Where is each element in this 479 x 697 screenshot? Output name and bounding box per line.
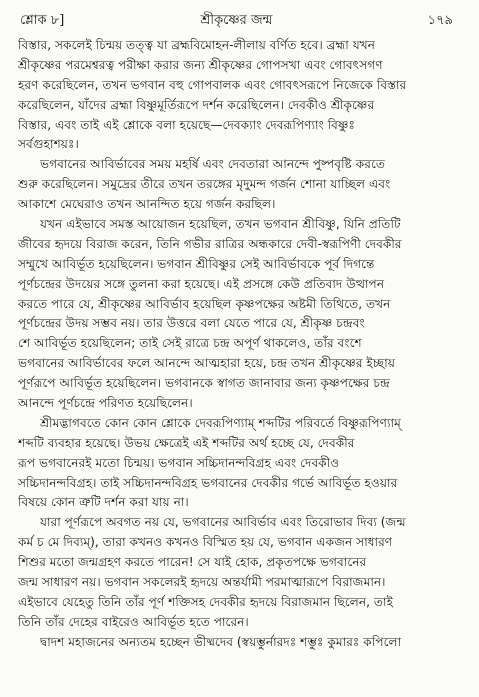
text-line: এইভাবে যেহেতু তিনি তাঁর পূর্ণ শক্তিসহ দেবকীর হৃদয়ে বিরাজমান ছিলেন, তাই	[18, 594, 393, 609]
page-number: ১৭৯	[427, 13, 453, 28]
text-line: রূপ ভগবানেরই মতো চিন্ময়। ভগবান সচ্চিদানন্দবিগ্রহ এবং দেবকীও	[18, 455, 340, 470]
text-line: তিনি তাঁর দেহের বাইরেও আবির্ভূত হতে পারেন।	[18, 614, 249, 629]
text-line: সচ্চিদানন্দবিগ্রহ। তাই সচ্চিদানন্দবিগ্রহ ভগবানের দেবকীর গর্ভে আবির্ভূত হওয়ার	[18, 475, 398, 490]
text-line: শব্দটি ব্যবহার হয়েছে। উভয় ক্ষেত্রেই এই শব্দটির অর্থ হচ্ছে যে, দেবকীর	[18, 435, 355, 450]
text-line: আনন্দে পূর্ণচন্দ্রে পরিণত হয়েছিলেন।	[18, 396, 193, 411]
paragraph-start-line: দ্বাদশ মহাজনের অন্যতম হচ্ছেন ভীষ্মদেব (স্বয়ম্ভুর্নারদঃ শম্ভুঃ কুমারঃ কপিলো	[40, 634, 402, 649]
text-line: করেছিলেন, যাঁদের ব্রহ্মা বিষ্ণুমূর্তিরূপে দর্শন করেছিলেন। দেবকীও শ্রীকৃষ্ণের	[18, 97, 375, 112]
paragraph-start-line: যারা পূর্ণরূপে অবগত নয় যে, ভগবানের আবির্ভাব এবং তিরোভাব দিব্য (জন্ম	[40, 515, 406, 530]
text-line: শে আবির্ভূত হয়েছিলেন; তাই সেই রাত্রে চন্দ্র অপূর্ণ থাকলেও, তাঁর বংশে	[18, 336, 362, 351]
text-line: শুরু করেছিলেন। সমুদ্রের তীরে তখন তরঙ্গের মৃদুমন্দ গর্জন শোনা যাচ্ছিল এবং	[18, 177, 391, 192]
text-line: পূর্ণচন্দ্রের উদয়ের সঙ্গে তুলনা করা হয়েছে। এই প্রসঙ্গে কেউ প্রতিবাদ উত্থাপন	[18, 276, 385, 291]
text-line: পূর্ণচন্দ্রের উদয় সম্ভব নয়। তার উত্তরে বলা যেতে পারে যে, শ্রীকৃষ্ণ চন্দ্রবং	[18, 316, 365, 331]
paragraph-start-line: ভগবানের আবির্ভাবের সময় মহর্ষি এবং দেবতারা আনন্দে পুষ্পবৃষ্টি করতে	[40, 157, 386, 172]
text-line: পূর্ণরূপে আবির্ভূত হয়েছিলেন। ভগবানকে স্বাগত জানাবার জন্য কৃষ্ণপক্ষের চন্দ্র	[18, 376, 390, 391]
text-line: জীবের হৃদয়ে বিরাজ করেন, তিনি গভীর রাত্রির অন্ধকারে দেবী-স্বরূপিণী দেবকীর	[18, 236, 402, 251]
page-header	[20, 10, 453, 32]
text-line: ভগবানের আবির্ভাবের ফলে আনন্দে আত্মহারা হয়ে, চন্দ্র তখন শ্রীকৃষ্ণের ইচ্ছায়	[18, 356, 395, 371]
verse-reference: শ্লোক ৮]	[20, 13, 65, 28]
text-line: সম্মুখে আবির্ভূত হয়েছিলেন। ভগবান শ্রীবিষ্ণুর সেই আবির্ভাবকে পূর্ব দিগন্তে	[18, 256, 375, 271]
text-line: করতে পারে যে, শ্রীকৃষ্ণের আবির্ভাব হয়েছিল কৃষ্ণপক্ষের অষ্টমী তিথিতে, তখন	[18, 296, 391, 311]
chapter-title: শ্রীকৃষ্ণের জন্ম	[200, 13, 273, 28]
text-line: বিষয়ে কোন ত্রুটি দর্শন করা যায় না।	[18, 495, 189, 510]
paragraph-start-line: যখন এইভাবে সমস্ত আয়োজন হয়েছিল, তখন ভগবান শ্রীবিষ্ণু, যিনি প্রতিটি	[40, 217, 401, 232]
text-line: সর্বগুহাশয়ঃ।	[18, 137, 79, 152]
text-line: বিস্তার, সকলেই চিন্ময় তত্ত্ব যা ব্রহ্মবিমোহন-লীলায় বর্ণিত হবে। ব্রহ্মা যখন	[18, 38, 375, 52]
text-line: জন্ম সাধারণ নয়। ভগবান সকলেরই হৃদয়ে অন্তর্যামী পরমাত্মারূপে বিরাজমান।	[18, 575, 386, 590]
text-line: আকাশে মেঘেরাও তখন আনন্দিত হয়ে গর্জন করছিল।	[18, 197, 276, 212]
text-line: বিস্তার, এবং তাই এই শ্লোকে বলা হয়েছে—দেবক্যাং দেবরূপিণ্যাং বিষ্ণুঃ	[18, 117, 356, 132]
text-line: শ্রীকৃষ্ণের পরমেশ্বরত্ব পরীক্ষা করার জন্য শ্রীকৃষ্ণের গোপসখা এবং গোবৎসগণ	[18, 57, 383, 72]
page-body	[18, 36, 459, 653]
text-line: শিশুর মতো জন্মগ্রহণ করতে পারেন! সে যাই হোক, প্রকৃতপক্ষে ভগবানের	[18, 555, 367, 570]
text-line: কর্ম চ মে দিব্যম্), তারা কখনও কখনও বিস্মিত হয় যে, ভগবান একজন সাধারণ	[18, 535, 393, 550]
text-line: হরণ করেছিলেন, তখন ভগবান বহু গোপবালক এবং গোবৎসরূপে নিজেকে বিস্তার	[18, 77, 407, 92]
paragraph-start-line: শ্রীমদ্ভাগবতে কোন কোন শ্লোকে দেবরূপিণ্যাম্ শব্দটির পরিবর্তে বিষ্ণুরূপিণ্যাম্	[40, 415, 401, 430]
